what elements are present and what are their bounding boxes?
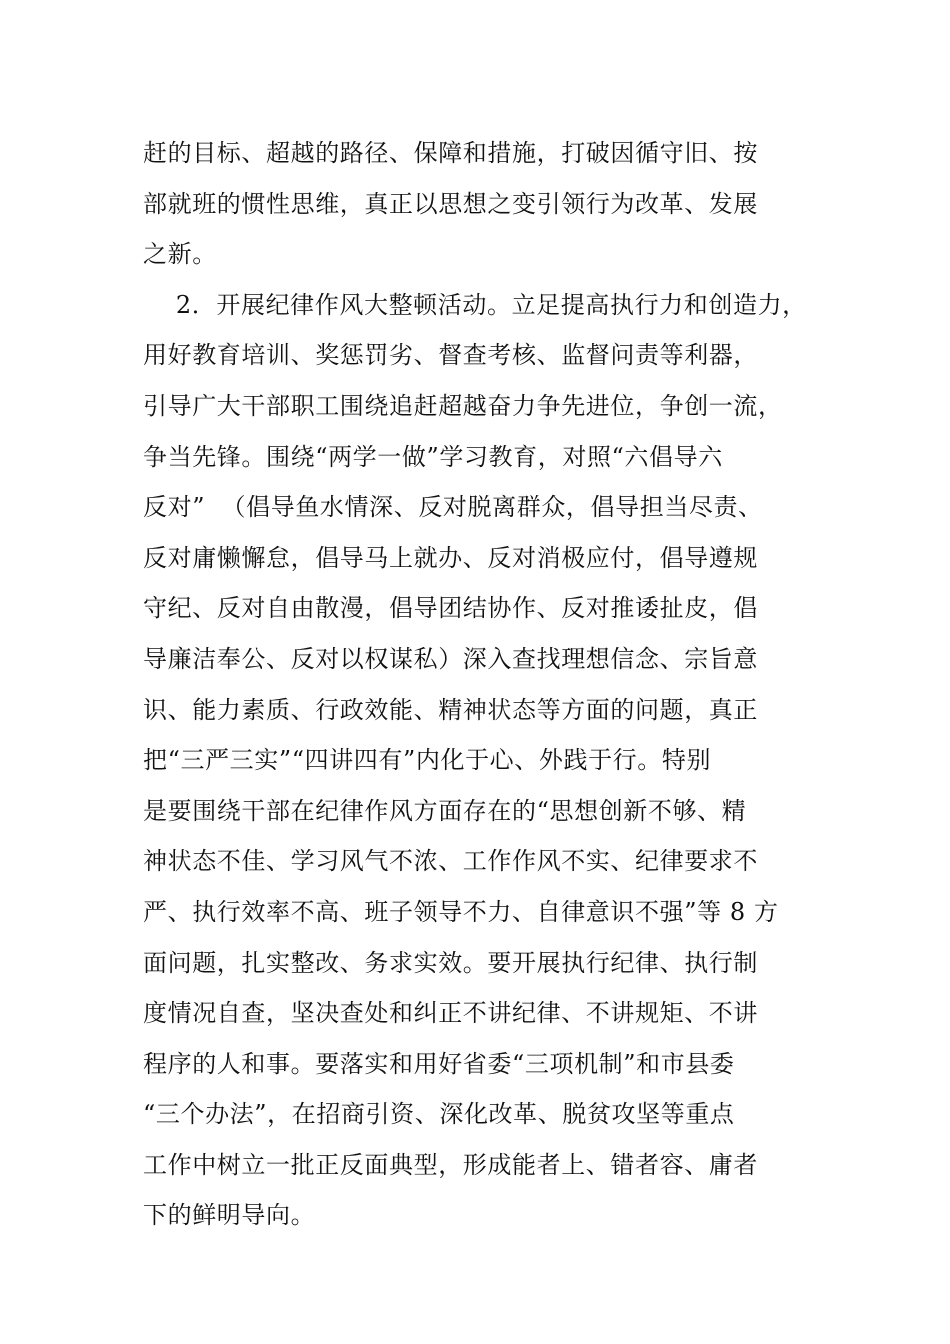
- paragraph-heading-line: 2．开展纪律作风大整顿活动。立足提高执行力和创造力，: [143, 290, 807, 319]
- text-line: 神状态不佳、学习风气不浓、工作作风不实、纪律要求不: [143, 847, 758, 876]
- body-text: [143, 128, 823, 1241]
- text-line: 程序的人和事。要落实和用好省委“三项机制”和市县委: [143, 1049, 735, 1078]
- text-line: 用好教育培训、奖惩罚劣、督查考核、监督问责等利器，: [143, 341, 758, 370]
- text-line: 下的鲜明导向。: [143, 1201, 316, 1230]
- text-line: 是要围绕干部在纪律作风方面存在的“思想创新不够、精: [143, 796, 747, 825]
- text-line: 部就班的惯性思维，真正以思想之变引领行为改革、发展: [143, 189, 758, 218]
- text-line: 度情况自查，坚决查处和纠正不讲纪律、不讲规矩、不讲: [143, 999, 758, 1028]
- text-line: 识、能力素质、行政效能、精神状态等方面的问题，真正: [143, 695, 758, 724]
- text-line: “三个办法”，在招商引资、深化改革、脱贫攻坚等重点: [143, 1100, 735, 1129]
- text-line: 导廉洁奉公、反对以权谋私）深入查找理想信念、宗旨意: [143, 644, 758, 673]
- text-line: 严、执行效率不高、班子领导不力、自律意识不强”等 8 方: [143, 897, 779, 926]
- text-line: 把“三严三实”“四讲四有”内化于心、外践于行。特别: [143, 746, 712, 775]
- text-line: 面问题，扎实整改、务求实效。要开展执行纪律、执行制: [143, 948, 758, 977]
- text-line: 引导广大干部职工围绕追赶超越奋力争先进位，争创一流，: [143, 391, 783, 420]
- text-line: 争当先锋。围绕“两学一做”学习教育，对照“六倡导六: [143, 442, 723, 471]
- text-line: 反对” （倡导鱼水情深、反对脱离群众，倡导担当尽责、: [143, 493, 763, 522]
- text-line: 之新。: [143, 240, 217, 269]
- text-line: 守纪、反对自由散漫，倡导团结协作、反对推诿扯皮，倡: [143, 594, 758, 623]
- text-line: 反对庸懒懈怠，倡导马上就办、反对消极应付，倡导遵规: [143, 543, 758, 572]
- text-line: 赶的目标、超越的路径、保障和措施，打破因循守旧、按: [143, 139, 758, 167]
- text-line: 工作中树立一批正反面典型，形成能者上、错者容、庸者: [143, 1150, 758, 1179]
